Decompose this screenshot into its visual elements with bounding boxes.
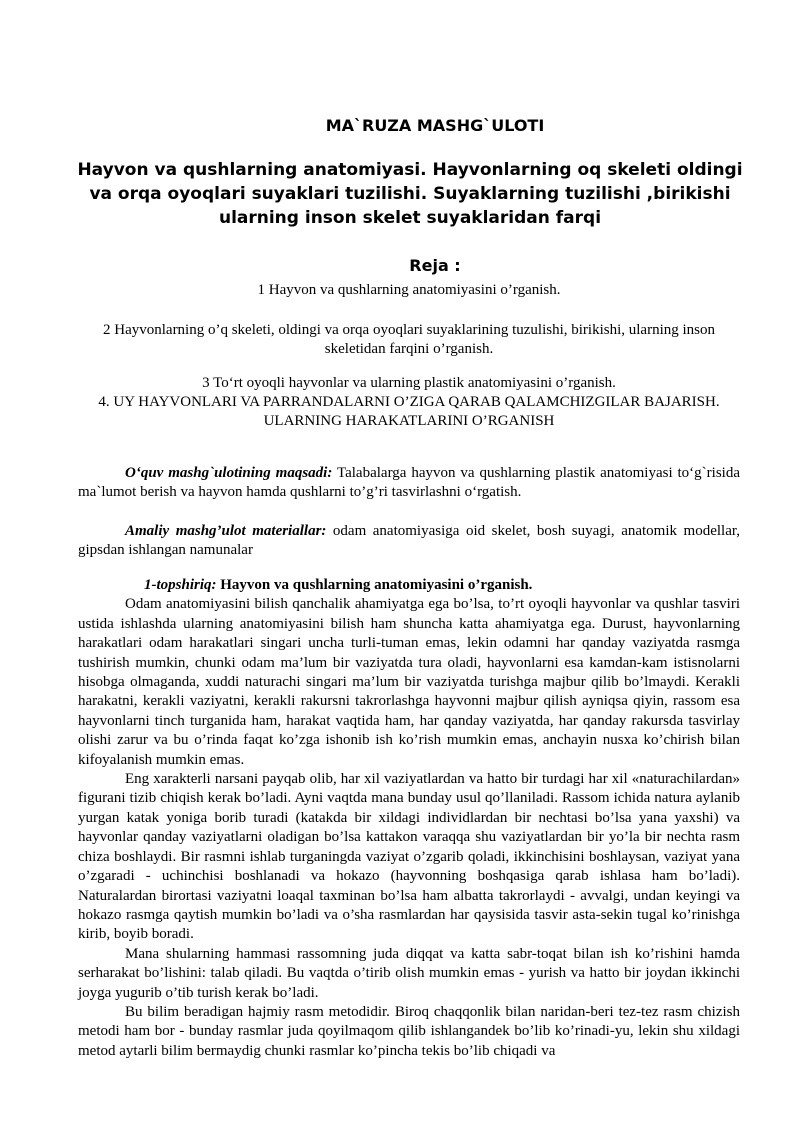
task-paragraph-3: Mana shularning hammasi rassomning juda diqqat va katta sabr-toqat bilan ish ko’rishini hamda serharakat bo’lishini: talab qiladi. Bu vaqtda o’tirib olish mumkin emas - yurish va hatto bir joydan ikkinchi joyga yugurib o’tib turish kerak bo’ladi.	[78, 945, 740, 1001]
topic-title: Hayvon va qushlarning anatomiyasi. Hayvonlarning oq skeleti oldingi va orqa oyoqlari suyaklari tuzilishi. Suyaklarning tuzilishi ,birikishi ularning inson skelet suyaklaridan farqi	[77, 160, 743, 228]
task-section	[78, 576, 740, 1061]
plan-heading: Reja :	[409, 256, 461, 275]
materials-paragraph	[78, 522, 740, 561]
task-title: Hayvon va qushlarning anatomiyasini o’rganish.	[216, 577, 533, 593]
materials-text: odam anatomiyasiga oid skelet, bosh suyagi, anatomik modellar, gipsdan ishlangan namunalar	[78, 523, 740, 559]
task-label: 1-topshiriq:	[144, 577, 217, 593]
task-paragraph-1: Odam anatomiyasini bilish qanchalik ahamiyatga ega bo’lsa, to’rt oyoqli hayvonlar va qushlar tasviri ustida ishlashda ularning anatomiyasini bilish ham shuncha katta ahamiyatga ega. Durust, hayvonlarning harakatlari odam harakatlari singari uncha turli-tuman emas, lekin odamni har qanday vaziyatda rasmga tushirish mumkin, chunki odam ma’lum bir vaziyatda tura oladi, hayvonlarni esa kamdan-kam istisnolarni hisobga olmaganda, xuddi naturachi singari ma’lum bir vaziyatda turishga majbur qilib bo’lmaydi. Kerakli harakatni, kerakli vaziyatni, kerakli rakursni takrorlashga hayvonni majbur qilish ayniqsa qiyin, rassom esa hayvonlarni tinch turganida ham, harakat vaqtida ham, har qanday vaziyatda, har qanday rakursda tasvirlay olishi zarur va bu o’rinda faqat ko’zga ishonib ish ko’rish mumkin emas, anchayin nusxa ko’chirish bilan kifoyalanish mumkin emas.	[78, 596, 740, 768]
plan-item-2: 2 Hayvonlarning o’q skeleti, oldingi va orqa oyoqlari suyaklarining tuzulishi, birikishi, ularning inson skeletidan farqini o’rganish.	[103, 322, 715, 357]
goal-label: O‘quv mashg`ulotining maqsadi:	[125, 465, 333, 481]
materials-label: Amaliy mashg’ulot materiallar:	[125, 523, 327, 539]
plan-item-4: 4. UY HAYVONLARI VA PARRANDALARNI O’ZIGA QARAB QALAMCHIZGILAR BAJARISH. ULARNING HARAKATLARINI O’RGANISH	[98, 394, 720, 429]
task-paragraph-2: Eng xarakterli narsani payqab olib, har xil vaziyatlardan va hatto bir turdagi har xil «naturachilardan» figurani tizib chiqish kerak bo’ladi. Ayni vaqtda mana bunday usul qo’llaniladi. Rassom ichida natura aylanib yurgan katak yoniga borib turadi (katakda bir xildagi individlardan bir nechtasi bo’lsa yana yaxshi) va hayvonlar qanday vaziyatlarni oladigan bo’lsa kattakon varaqqa shu vaziyatlardan bir yo’la bir nechta rasm chiza boshlaydi. Bir rasmni ishlab turganingda vaziyat o’zgarib qoladi, ikkinchisini boshlaysan, vaziyat yana o’zgaradi - uchinchisi boshlanadi va hokazo (hayvonning boshqasiga qarab ishlasa ham bo’ladi). Naturalardan birortasi vaziyatni loaqal taxminan bo’lsa ham albatta takrorlaydi - avvalgi, undan keyingi va hokazo rasmga qaytish mumkin bo’ladi va o’sha rasmlardan har qaysisida tasvir asta-sekin tugal ko’rinishga kirib, boyib boradi.	[78, 771, 740, 943]
plan-item-1: 1 Hayvon va qushlarning anatomiyasini o’rganish.	[257, 282, 561, 298]
lecture-title: MA`RUZA MASHG`ULOTI	[325, 116, 545, 135]
plan-items-3-4	[78, 374, 740, 431]
task-heading	[78, 576, 740, 595]
task-paragraph-4: Bu bilim beradigan hajmiy rasm metodidir. Biroq chaqqonlik bilan naridan-beri tez-tez rasm chizish metodi ham bor - bunday rasmlar juda qoyilmaqom qilib ishlangandek bo’lib ko’rinadi-yu, lekin shu xildagi metod aytarli bilim bermaydig chunki rasmlar ko’pincha tekis bo’lib chiqadi va	[78, 1003, 740, 1059]
plan-item-3: 3 To‘rt oyoqli hayvonlar va ularning plastik anatomiyasini o’rganish.	[202, 375, 616, 391]
goal-text: Talabalarga hayvon va qushlarning plastik anatomiyasi to‘g`risida ma`lumot berish va hayvon hamda qushlarni to’g’ri tasvirlashni o‘rgatish.	[78, 465, 740, 501]
goal-paragraph	[78, 464, 740, 503]
